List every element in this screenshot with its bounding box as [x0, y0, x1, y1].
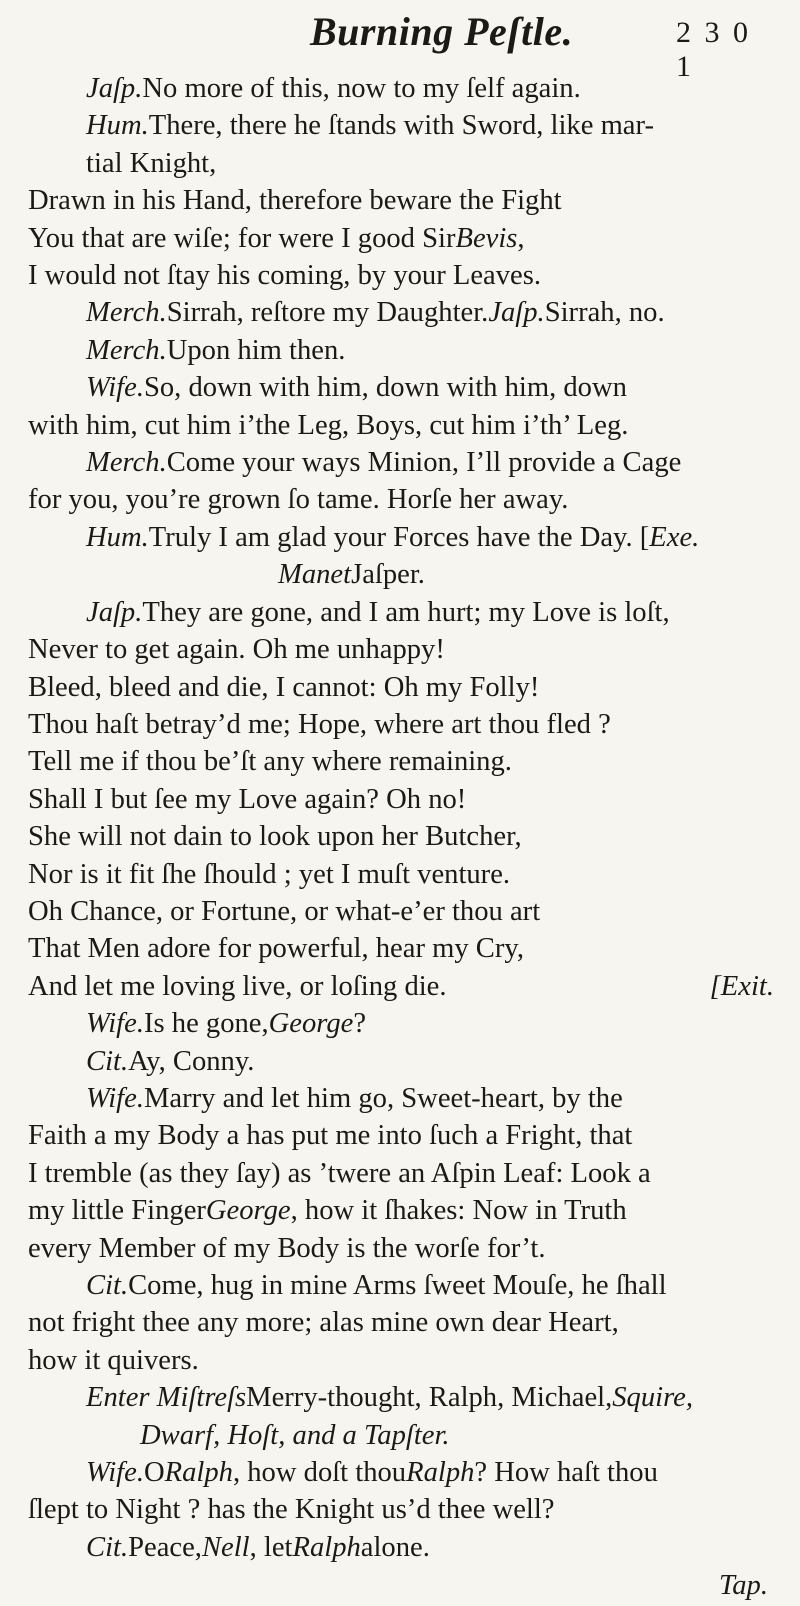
- speaker-name: Jaſp.: [488, 297, 545, 329]
- line-text: No more of this, now to my ſelf again.: [142, 73, 581, 104]
- speaker-name: Wife.: [86, 372, 144, 404]
- text-line: [28, 706, 774, 743]
- line-text: Merry-thought, Ralph, Michael,: [246, 1382, 613, 1414]
- text-line: [28, 1230, 774, 1267]
- text-line: [28, 818, 774, 855]
- line-text: , let: [249, 1531, 293, 1563]
- line-text: And let me loving live, or loſing die.: [28, 970, 447, 1002]
- line-text: Truly I am glad your Forces have the Day. [: [148, 521, 650, 553]
- text-line: [28, 556, 774, 593]
- speaker-name: Enter Miſtreſs: [86, 1382, 247, 1414]
- line-text: I would not ſtay his coming, by your Leaves.: [28, 260, 542, 292]
- speaker-name: Cit.: [86, 1270, 129, 1301]
- text-line: [28, 1005, 774, 1042]
- running-head-title: Burning Peſtle.: [310, 9, 574, 54]
- italic-name: Nell: [201, 1531, 250, 1563]
- speaker-name: Cit.: [86, 1531, 129, 1563]
- line-text: They are gone, and I am hurt; my Love is loſt,: [142, 596, 670, 628]
- text-line: [28, 893, 774, 930]
- stage-direction: Exe.: [649, 521, 700, 553]
- text-line: [28, 1304, 774, 1341]
- text-line: [28, 781, 774, 818]
- text-line: [28, 107, 774, 144]
- text-line: [28, 481, 774, 518]
- text-line: [28, 1192, 774, 1229]
- text-line: [28, 257, 774, 294]
- line-text: ?: [353, 1008, 367, 1040]
- text-line: [28, 1454, 774, 1491]
- text-line: [28, 930, 774, 967]
- text-line: [28, 631, 774, 668]
- text-line: [28, 407, 774, 444]
- line-text: I tremble (as they ſay) as ’twere an Aſpin Leaf: Look a: [28, 1157, 651, 1189]
- italic-name: George: [205, 1195, 291, 1227]
- speaker-name: Cit.: [86, 1045, 129, 1077]
- speaker-name: Merch.: [86, 447, 167, 479]
- line-text: So, down with him, down with him, down: [143, 372, 627, 404]
- text-line: [28, 1155, 774, 1192]
- text-line: [28, 1117, 774, 1154]
- line-text: Bleed, bleed and die, I cannot: Oh my Folly!: [28, 671, 540, 703]
- italic-name: Dwarf, Hoſt, and a Tapſter.: [140, 1419, 450, 1451]
- italic-name: Ralph: [292, 1531, 361, 1563]
- text-line: [28, 594, 774, 631]
- line-text: Is he gone,: [143, 1008, 269, 1040]
- italic-name: Ralph: [164, 1457, 233, 1489]
- line-text: tial Knight,: [86, 147, 217, 179]
- speaker-name: Merch.: [86, 297, 167, 329]
- speaker-name: Hum.: [86, 110, 149, 142]
- running-head: [28, 0, 774, 83]
- line-text: ,: [517, 222, 525, 254]
- text-line: [28, 70, 774, 107]
- line-text: for you, you’re grown ſo tame. Horſe her away.: [28, 484, 569, 516]
- text-line: [28, 669, 774, 706]
- line-text: Never to get again. Oh me unhappy!: [28, 634, 445, 666]
- line-text: , how doſt thou: [232, 1457, 407, 1489]
- text-line: [28, 1267, 774, 1304]
- line-text: Ay, Conny.: [128, 1045, 255, 1077]
- play-text: [28, 70, 774, 1566]
- speaker-name: Wife.: [86, 1008, 144, 1040]
- stage-direction: [Exit.: [709, 970, 774, 1002]
- line-text: not fright thee any more; alas mine own dear Heart,: [28, 1307, 619, 1339]
- text-line: [28, 968, 774, 1005]
- line-text: Jaſper.: [351, 559, 425, 591]
- speaker-name: Jaſp.: [86, 73, 143, 104]
- italic-name: Bevis: [455, 222, 518, 254]
- text-line: [28, 1417, 774, 1454]
- line-text: Oh Chance, or Fortune, or what-e’er thou art: [28, 895, 541, 927]
- line-text: Come your ways Minion, I’ll provide a Cage: [166, 447, 682, 479]
- line-text: Tell me if thou be’ſt any where remaining.: [28, 746, 512, 778]
- line-text: She will not dain to look upon her Butcher,: [28, 821, 522, 853]
- text-line: [28, 444, 774, 481]
- line-text: Faith a my Body a has put me into ſuch a Fright, that: [28, 1120, 633, 1152]
- text-line: [28, 1379, 774, 1416]
- line-text: Shall I but ſee my Love again? Oh no!: [28, 783, 467, 815]
- speaker-name: Jaſp.: [86, 596, 143, 628]
- italic-name: George: [268, 1008, 354, 1040]
- page-number: 2 3 0 1: [676, 16, 751, 83]
- text-line: [28, 856, 774, 893]
- speaker-name: Merch.: [86, 334, 167, 366]
- text-line: [28, 182, 774, 219]
- line-text: Nor is it fit ſhe ſhould ; yet I muſt venture.: [28, 858, 511, 890]
- text-line: [28, 1080, 774, 1117]
- text-line: [28, 1491, 774, 1528]
- line-text: There, there he ſtands with Sword, like mar-: [148, 110, 654, 142]
- line-text: , how it ſhakes: Now in Truth: [290, 1195, 627, 1227]
- text-line: [28, 369, 774, 406]
- line-text: Sirrah, no.: [544, 297, 665, 329]
- line-text: ? How haſt thou: [474, 1457, 658, 1489]
- line-text: Thou haſt betray’d me; Hope, where art thou fled ?: [28, 708, 611, 740]
- text-line: [28, 332, 774, 369]
- italic-name: Ralph: [406, 1457, 475, 1489]
- line-text: Peace,: [128, 1531, 202, 1563]
- speaker-name: Hum.: [86, 521, 149, 553]
- text-line: [28, 1529, 774, 1566]
- line-text: You that are wiſe; for were I good Sir: [28, 222, 456, 254]
- speaker-name: Squire,: [612, 1382, 693, 1414]
- catchword: Tap.: [718, 1570, 768, 1602]
- line-text: every Member of my Body is the worſe for’t.: [28, 1232, 546, 1264]
- line-text: Drawn in his Hand, therefore beware the Fight: [28, 185, 562, 217]
- text-line: [28, 519, 774, 556]
- line-text: alone.: [360, 1531, 430, 1563]
- stage-direction: Manet: [278, 559, 352, 591]
- line-text: how it quivers.: [28, 1344, 199, 1376]
- line-text: Upon him then.: [166, 334, 346, 366]
- line-text: with him, cut him i’the Leg, Boys, cut him i’th’ Leg.: [28, 409, 629, 441]
- text-line: [28, 220, 774, 257]
- speaker-name: Wife.: [86, 1457, 144, 1489]
- line-text: Marry and let him go, Sweet-heart, by the: [143, 1082, 623, 1114]
- text-line: [28, 1043, 774, 1080]
- text-line: [28, 1342, 774, 1379]
- line-text: my little Finger: [28, 1195, 206, 1227]
- line-text: Come, hug in mine Arms ſweet Mouſe, he ſhall: [128, 1270, 667, 1301]
- line-text: ſlept to Night ? has the Knight us’d thee well?: [28, 1494, 555, 1526]
- line-text: O: [143, 1457, 165, 1489]
- line-text: Sirrah, reſtore my Daughter.: [166, 297, 489, 329]
- line-text: That Men adore for powerful, hear my Cry,: [28, 933, 524, 965]
- text-line: [28, 145, 774, 182]
- speaker-name: Wife.: [86, 1082, 144, 1114]
- text-line: [28, 294, 774, 331]
- text-line: [28, 743, 774, 780]
